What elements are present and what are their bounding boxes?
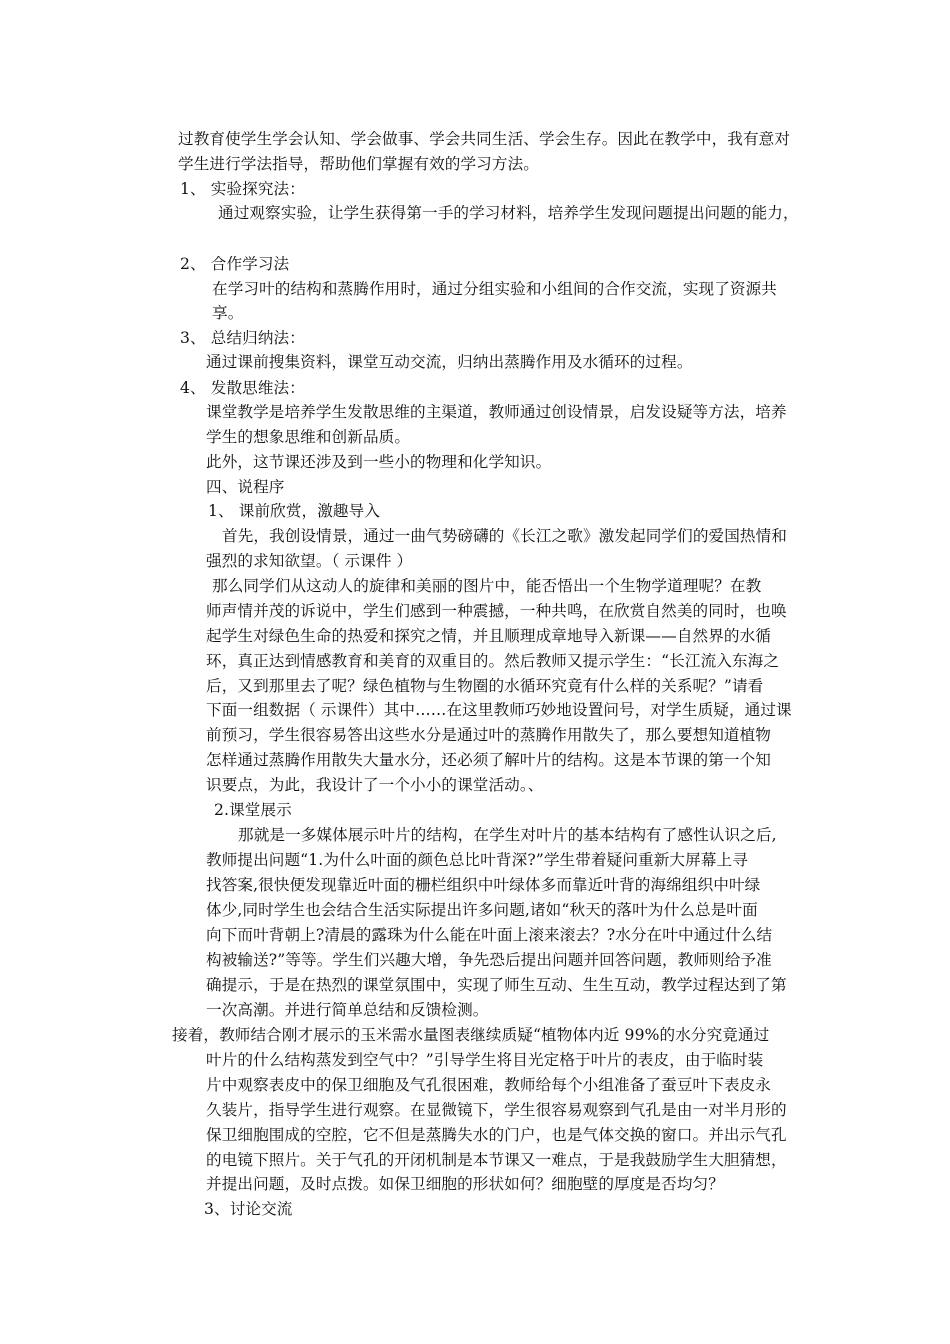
list-item-heading: 2、 合作学习法 <box>180 255 290 273</box>
paragraph-line: 怎样通过蒸腾作用散失大量水分，还必须了解叶片的结构。这是本节课的第一个知 <box>206 751 771 769</box>
paragraph-line: 那就是一多媒体展示叶片的结构，在学生对叶片的基本结构有了感性认识之后, <box>238 826 777 844</box>
list-item-heading: 3、 总结归纳法： <box>180 329 305 347</box>
paragraph-line: 后，又到那里去了呢？绿色植物与生物圈的水循环究竟有什么样的关系呢？”请看 <box>206 677 764 695</box>
paragraph-line: 叶片的什么结构蒸发到空气中？”引导学生将目光定格于叶片的表皮，由于临时装 <box>206 1051 764 1069</box>
paragraph-line: 师声情并茂的诉说中，学生们感到一种震撼，一种共鸣，在欣赏自然美的同时，也唤 <box>206 602 787 620</box>
paragraph-line: 久装片，指导学生进行观察。在显微镜下，学生很容易观察到气孔是由一对半月形的 <box>206 1101 787 1119</box>
paragraph-line: 此外，这节课还涉及到一些小的物理和化学知识。 <box>206 453 552 471</box>
paragraph-line: 确提示，于是在热烈的课堂氛围中，实现了师生互动、生生互动，教学过程达到了第 <box>206 976 787 994</box>
paragraph-line: 的电镜下照片。关于气孔的开闭机制是本节课又一难点，于是我鼓励学生大胆猜想， <box>206 1151 787 1169</box>
paragraph-line: 强烈的求知欲望。（ 示课件 ） <box>206 552 413 570</box>
paragraph-line: 学生的想象思维和创新品质。 <box>206 428 411 446</box>
paragraph-line: 保卫细胞围成的空腔，它不但是蒸腾失水的门户，也是气体交换的窗口。并出示气孔 <box>206 1126 787 1144</box>
subsection-heading: 2.课堂展示 <box>214 801 292 819</box>
paragraph-line: 起学生对绿色生命的热爱和探究之情，并且顺理成章地导入新课——自然界的水循 <box>206 627 771 645</box>
paragraph-line: 体少,同时学生也会结合生活实际提出许多问题,诸如“秋天的落叶为什么总是叶面 <box>206 901 758 919</box>
paragraph-line: 构被输送?”等等。学生们兴趣大增，争先恐后提出问题并回答问题，教师则给予准 <box>206 951 772 969</box>
paragraph-line: 前预习，学生很容易答出这些水分是通过叶的蒸腾作用散失了，那么要想知道植物 <box>206 726 771 744</box>
paragraph-line: 那么同学们从这动人的旋律和美丽的图片中，能否悟出一个生物学道理呢？在教 <box>212 577 762 595</box>
paragraph-line: 下面一组数据（ 示课件）其中……在这里教师巧妙地设置问号，对学生质疑，通过课 <box>206 701 792 719</box>
list-item-heading: 4、 发散思维法： <box>180 379 305 397</box>
paragraph-line: 课堂教学是培养学生发散思维的主渠道，教师通过创设情景，启发设疑等方法，培养 <box>206 403 787 421</box>
paragraph-line: 接着，教师结合刚才展示的玉米需水量图表继续质疑“植物体内近 99%的水分究竟通过 <box>172 1026 770 1044</box>
paragraph-line: 学生进行学法指导，帮助他们掌握有效的学习方法。 <box>178 155 539 173</box>
subsection-heading: 1、 课前欣赏，激趣导入 <box>208 502 381 520</box>
section-heading: 四、说程序 <box>206 478 285 496</box>
paragraph-line: 过教育使学生学会认知、学会做事、学会共同生活、学会生存。因此在教学中，我有意对 <box>178 130 791 148</box>
list-item-heading: 1、 实验探究法： <box>180 180 305 198</box>
paragraph-line: 并提出问题，及时点拨。如保卫细胞的形状如何？细胞壁的厚度是否均匀？ <box>206 1175 724 1193</box>
paragraph-line: 首先，我创设情景，通过一曲气势磅礴的《长江之歌》激发起同学们的爱国热情和 <box>222 527 787 545</box>
subsection-heading: 3、讨论交流 <box>204 1200 293 1218</box>
paragraph-line: 通过观察实验，让学生获得第一手的学习材料，培养学生发现问题提出问题的能力， <box>218 204 799 222</box>
paragraph-line: 向下而叶背朝上?清晨的露珠为什么能在叶面上滚来滚去？?水分在叶中通过什么结 <box>206 926 773 944</box>
paragraph-line: 片中观察表皮中的保卫细胞及气孔很困难，教师给每个小组准备了蚕豆叶下表皮永 <box>206 1076 771 1094</box>
paragraph-line: 通过课前搜集资料，课堂互动交流，归纳出蒸腾作用及水循环的过程。 <box>206 353 693 371</box>
paragraph-line: 环，真正达到情感教育和美育的双重目的。然后教师又提示学生：“长江流入东海之 <box>206 652 780 670</box>
paragraph-line: 找答案,很快便发现靠近叶面的栅栏组织中叶绿体多而靠近叶背的海绵组织中叶绿 <box>206 876 761 894</box>
paragraph-line: 在学习叶的结构和蒸腾作用时，通过分组实验和小组间的合作交流，实现了资源共 <box>212 280 777 298</box>
paragraph-line: 一次高潮。并进行简单总结和反馈检测。 <box>206 1001 489 1019</box>
paragraph-line: 教师提出问题“1.为什么叶面的颜色总比叶背深?”学生带着疑问重新大屏幕上寻 <box>206 851 748 869</box>
paragraph-line: 识要点，为此，我设计了一个小小的课堂活动。、 <box>206 776 544 794</box>
paragraph-line: 享。 <box>212 304 244 322</box>
